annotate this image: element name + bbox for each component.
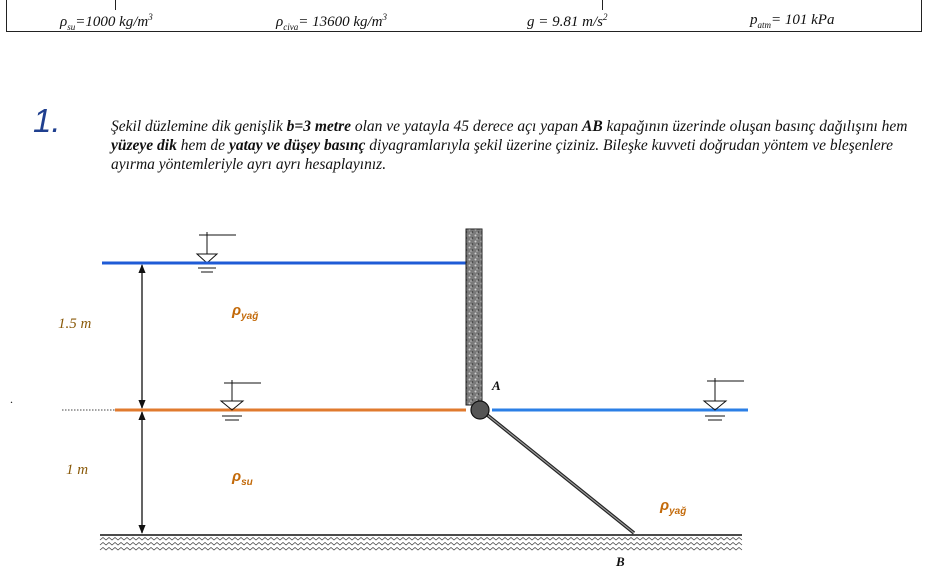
hinge-a xyxy=(471,401,489,419)
free-surface-symbol-interface xyxy=(221,380,261,420)
question-number: 1. xyxy=(33,102,61,139)
fluid-label-water: $\rho_{su}$ xyxy=(232,468,253,488)
constant-atm-pressure: $p_{atm}= 101$ kPa xyxy=(750,12,835,30)
free-surface-symbol-oil xyxy=(197,232,236,272)
fluid-label-oil-left: $\rho_{yağ}$ xyxy=(232,302,259,322)
free-surface-symbol-right xyxy=(704,378,744,420)
depth-label-oil: 1.5 m xyxy=(58,316,92,332)
concrete-wall xyxy=(466,229,482,405)
fluid-label-oil-right: $\rho_{yağ}$ xyxy=(660,497,687,517)
constant-rho-mercury: $\rho_{civa}= 13600$ $kg/m^3$ xyxy=(276,12,387,32)
point-b-label: B xyxy=(616,554,625,569)
ground-hatch xyxy=(100,538,742,551)
constant-rho-water: $\rho_{su}=1000$ $kg/m^3$ xyxy=(60,12,153,32)
stray-mark: . xyxy=(10,392,13,406)
depth-label-water: 1 m xyxy=(66,462,89,478)
constant-gravity: g = 9.81 $m/s^2$ xyxy=(527,12,608,30)
point-a-label: A xyxy=(492,378,501,393)
question-text: Şekil düzlemine dik genişlik b=3 metre olan ve yatayla 45 derece açı yapan AB kapağının üzerinde oluşan basınç dağılışını hem yüzeye dik hem de yatay ve düşey basınç diyagramlarıyla şekil üzerine çiziniz. Bileşke kuvveti doğrudan yöntem ve bleşenlere ayırma yöntemleriyle ayrı ayrı hesaplayınız. xyxy=(111,118,908,173)
